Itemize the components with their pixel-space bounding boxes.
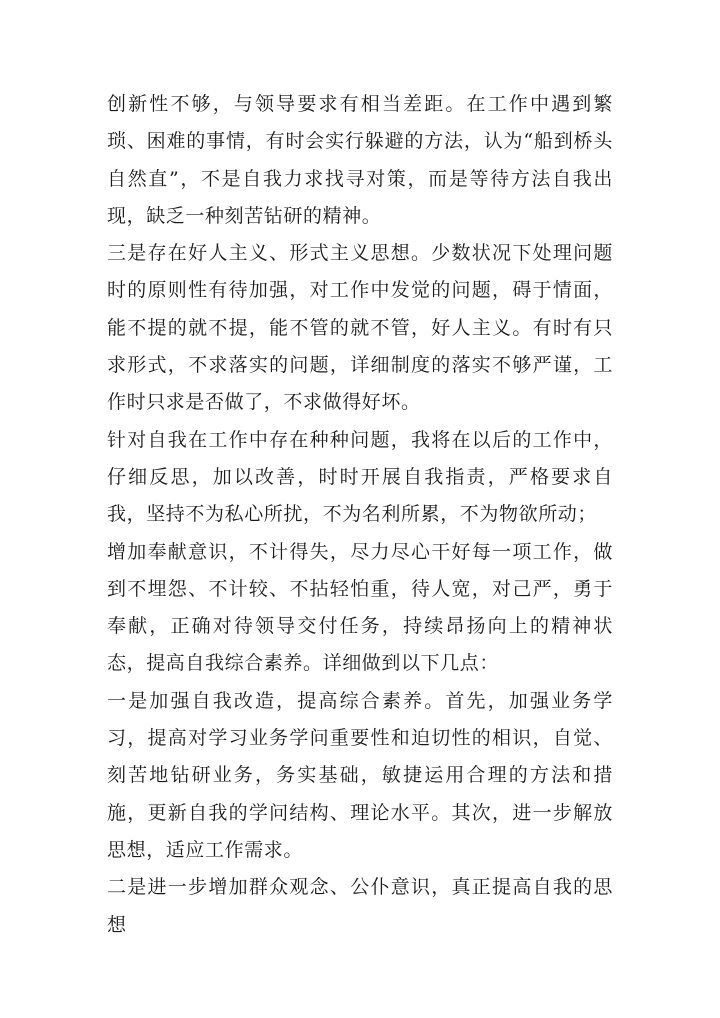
paragraph-2: 三是存在好人主义、形式主义思想。少数状况下处理问题时的原则性有待加强，对工作中发觉的问题，碍于情面，能不提的就不提，能不管的就不管，好人主义。有时有只求形式，不求落实的问题，详细制度的落实不够严谨，工作时只求是否做了，不求做得好坏。 bbox=[107, 242, 613, 414]
paragraph-6: 二是进一步增加群众观念、公仆意识，真正提高自我的思想 bbox=[107, 876, 613, 936]
paragraph-1: 创新性不够，与领导要求有相当差距。在工作中遇到繁琐、困难的事情，有时会实行躲避的方法，认为“船到桥头自然直”，不是自我力求找寻对策，而是等待方法自我出现，缺乏一种刻苦钻研的精神。 bbox=[107, 93, 613, 227]
paragraph-5: 一是加强自我改造，提高综合素养。首先，加强业务学习，提高对学习业务学问重要性和迫切性的相识，自觉、刻苦地钻研业务，务实基础，敏捷运用合理的方法和措施，更新自我的学问结构、理论水平。其次，进一步解放思想，适应工作需求。 bbox=[107, 689, 613, 861]
document-body bbox=[107, 86, 613, 944]
paragraph-3: 针对自我在工作中存在种种问题，我将在以后的工作中，仔细反思，加以改善，时时开展自我指责，严格要求自我，坚持不为私心所扰，不为名利所累，不为物欲所动； bbox=[107, 428, 613, 526]
paragraph-4: 增加奉献意识，不计得失，尽力尽心干好每一项工作，做到不埋怨、不计较、不拈轻怕重，待人宽，对己严，勇于奉献，正确对待领导交付任务，持续昂扬向上的精神状态，提高自我综合素养。详细做到以下几点： bbox=[107, 540, 613, 675]
